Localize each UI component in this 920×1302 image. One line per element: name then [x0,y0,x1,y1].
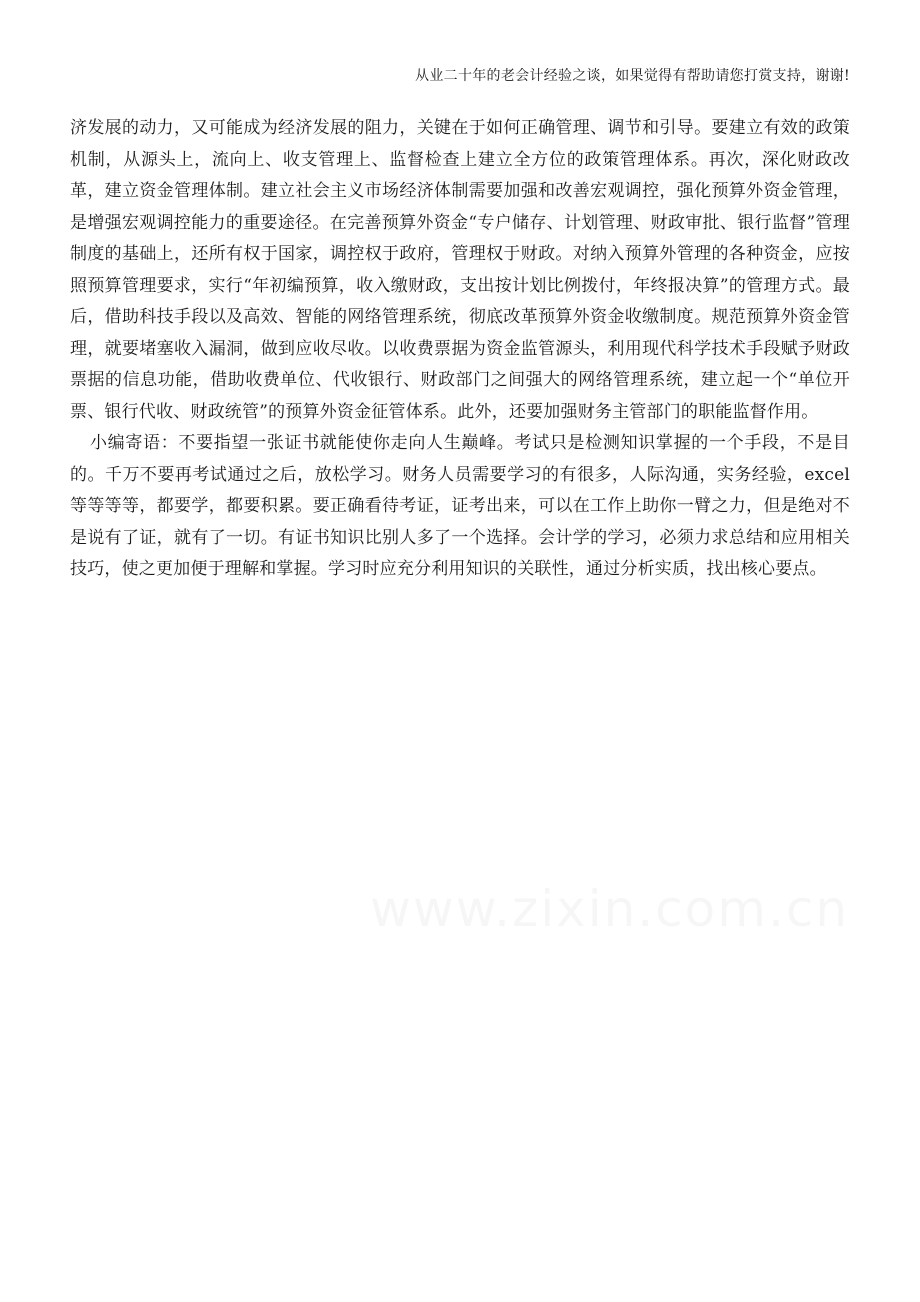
body-paragraph: 济发展的动力，又可能成为经济发展的阻力，关键在于如何正确管理、调节和引导。要建立有效的政策机制，从源头上，流向上、收支管理上、监督检查上建立全方位的政策管理体系。再次，深化财政改革，建立资金管理体制。建立社会主义市场经济体制需要加强和改善宏观调控，强化预算外资金管理，是增强宏观调控能力的重要途径。在完善预算外资金“专户储存、计划管理、财政审批、银行监督”管理制度的基础上，还所有权于国家，调控权于政府，管理权于财政。对纳入预算外管理的各种资金，应按照预算管理要求，实行“年初编预算，收入缴财政，支出按计划比例拨付，年终报决算”的管理方式。最后，借助科技手段以及高效、智能的网络管理系统，彻底改革预算外资金收缴制度。规范预算外资金管理，就要堵塞收入漏洞，做到应收尽收。以收费票据为资金监管源头，利用现代科学技术手段赋予财政票据的信息功能，借助收费单位、代收银行、财政部门之间强大的网络管理系统，建立起一个“单位开票、银行代收、财政统管”的预算外资金征管体系。此外，还要加强财务主管部门的职能监督作用。 [70,118,850,422]
editor-note-paragraph: 小编寄语：不要指望一张证书就能使你走向人生巅峰。考试只是检测知识掌握的一个手段，不是目的。千万不要再考试通过之后，放松学习。财务人员需要学习的有很多，人际沟通，实务经验，excel 等等等等，都要学，都要积累。要正确看待考证，证考出来，可以在工作上助你一臂之力，但是绝对不是说有了证，就有了一切。有证书知识比别人多了一个选择。会计学的学习，必须力求总结和应用相关技巧，使之更加便于理解和掌握。学习时应充分利用知识的关联性，通过分析实质，找出核心要点。 [70,433,850,579]
header-note: 从业二十年的老会计经验之谈，如果觉得有帮助请您打赏支持，谢谢! [415,68,850,84]
watermark [370,880,849,938]
document-body [70,113,850,586]
